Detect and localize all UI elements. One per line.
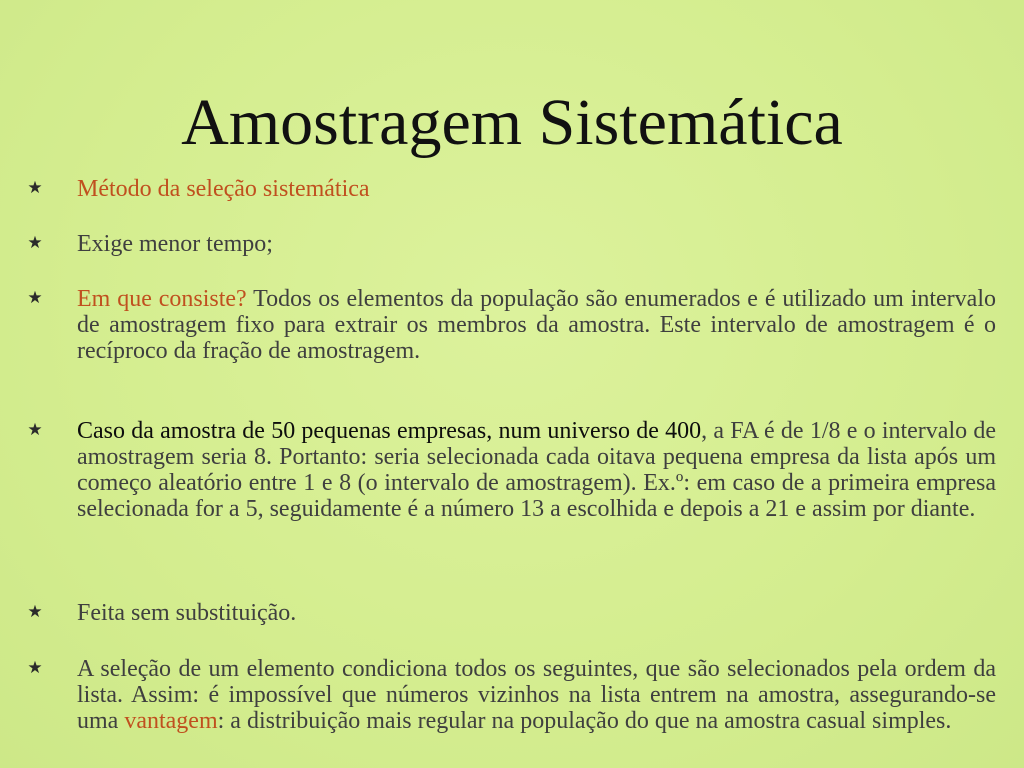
bullet-lead: Em que consiste? bbox=[77, 286, 247, 312]
bullet-lead: Caso da amostra de 50 pequenas empresas, num universo de 400 bbox=[77, 418, 702, 444]
slide-title: Amostragem Sistemática bbox=[181, 86, 843, 159]
bullet-body: A seleção de um elemento condiciona todos os seguintes, que são selecionados pela ordem da lista. Assim: é impossível que números vizinhos na lista entrem na amostra, assegurando-se uma bbox=[77, 656, 996, 734]
star-bullet-icon: ★ bbox=[27, 178, 43, 198]
star-bullet-icon: ★ bbox=[27, 288, 43, 308]
bullet-text-method: Método da seleção sistemática bbox=[77, 176, 370, 202]
bullet-text-advantage bbox=[77, 656, 996, 734]
bullet-text-definition bbox=[77, 286, 996, 364]
bullet-body: , a FA é de 1/8 e o intervalo de amostragem seria 8. Portanto: seria selecionada cada oitava pequena empresa da lista após um começo aleatório entre 1 e 8 (o intervalo de amostragem). Ex.º: em caso de a primeira empresa selecionada for a 5, seguidamente é a número 13 a escolhida e depois a 21 e assim por diante. bbox=[77, 418, 997, 522]
bullet-text-replacement: Feita sem substituição. bbox=[77, 600, 297, 626]
bullet-highlight: vantagem bbox=[124, 708, 218, 734]
star-bullet-icon: ★ bbox=[27, 420, 43, 440]
star-bullet-icon: ★ bbox=[27, 658, 43, 678]
star-bullet-icon: ★ bbox=[27, 602, 43, 622]
bullet-text-example bbox=[77, 418, 996, 522]
bullet-text-time: Exige menor tempo; bbox=[77, 231, 273, 257]
star-bullet-icon: ★ bbox=[27, 233, 43, 253]
bullet-body: : a distribuição mais regular na população do que na amostra casual simples. bbox=[217, 708, 952, 734]
bullet-body: Todos os elementos da população são enumerados e é utilizado um intervalo de amostragem fixo para extrair os membros da amostra. Este intervalo de amostragem é o recíproco da fração de amostragem. bbox=[77, 286, 996, 364]
